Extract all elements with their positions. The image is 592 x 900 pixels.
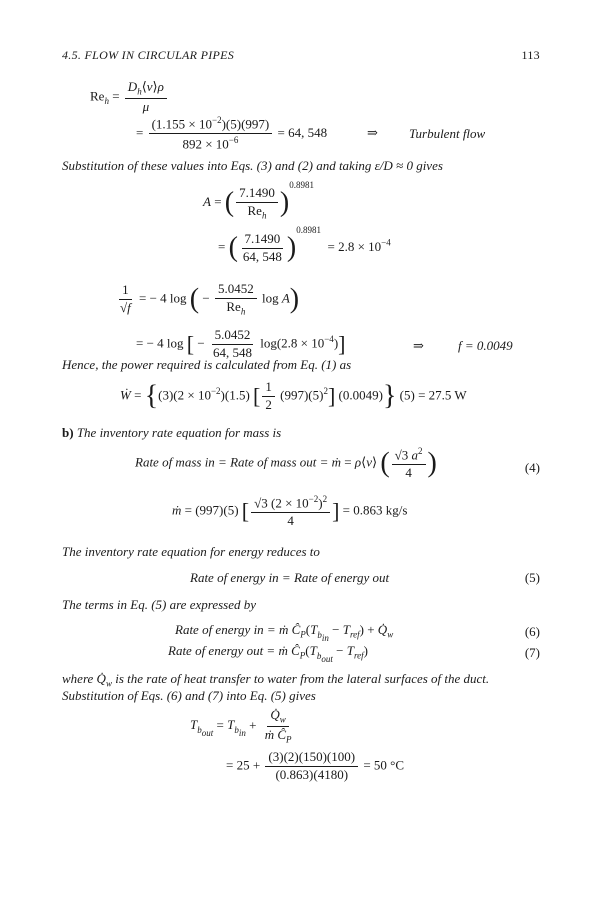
friction-factor-result: f = 0.0049 <box>458 338 513 353</box>
energy-out-equation: Rate of energy out = ṁ $Ĉ_P(T_{b_{out}} - T_{ref})$ <box>168 643 368 664</box>
energy-in-equation: Rate of energy in = ṁ $Ĉ_P(T_{b_{in}} - T_{ref})$ + $Q̇_w$ <box>175 622 394 643</box>
part-b-intro: b) The inventory rate equation for mass is <box>62 425 282 440</box>
where-sentence: where $Q̇_w$ is the rate of heat transfer to water from the lateral surfaces of the duct. <box>62 671 490 689</box>
outlet-temperature-definition: $T_{b_{out}} = T_{b_{in}}$ + $\frac{Q̇_w}{ṁ Ĉ_P}$ <box>190 707 292 745</box>
section-header: 4.5. FLOW IN CIRCULAR PIPES <box>62 48 235 62</box>
energy-reduces-sentence: The inventory rate equation for energy reduces to <box>62 544 320 559</box>
outlet-temperature-calculation: = 25 + $\frac{(3)(2)(150)(100)}{(0.863)(4180)}$ = 50 °C <box>226 749 405 782</box>
eq-number-4: (4) <box>524 460 540 475</box>
turbulent-flow-label: Turbulent flow <box>409 126 486 141</box>
eq-number-5: (5) <box>524 570 540 585</box>
substitution-sentence-2: Substitution of Eqs. (6) and (7) into Eq. (5) gives <box>62 688 316 703</box>
page-number: 113 <box>521 48 540 62</box>
substitution-sentence: Substitution of these values into Eqs. (3) and (2) and taking ε/D ≈ 0 gives <box>62 158 443 173</box>
eq-number-6: (6) <box>524 624 540 639</box>
power-sentence: Hence, the power required is calculated from Eq. (1) as <box>62 357 352 372</box>
reynolds-definition: $Re_h$ = $\frac{D_h⟨v⟩\rho}{\mu}$ <box>90 80 169 115</box>
mass-flow-calculation: ṁ = (997)(5) [ $\frac{√3 (2 \times 10^{-2})^2}{4}$ ] = 0.863 kg/s <box>172 494 408 529</box>
friction-factor-definition: $\frac{1}{√f}$ = − 4 log ( − $\frac{5.0452}{Re_h}$ log A) <box>120 281 300 317</box>
A-calculation: = ( $\frac{7.1490}{64, 548}$ )$^{0.8981} = 2.8 \times 10^{-4}$ <box>218 225 391 264</box>
reynolds-calculation: = $\frac{(1.155 \times 10^{-2})(5)(997)}{892 \times 10^{-6}}$ = 64, 548 <box>136 115 328 152</box>
energy-balance-equation: Rate of energy in = Rate of energy out <box>190 570 390 585</box>
arrow-implies-2: ⇒ <box>413 338 424 353</box>
arrow-implies: ⇒ <box>367 125 378 140</box>
A-definition: A = ( $\frac{7.1490}{Re_h}$ )$^{0.8981}$ <box>203 180 314 221</box>
terms-expressed-sentence: The terms in Eq. (5) are expressed by <box>62 597 256 612</box>
eq-number-7: (7) <box>524 645 540 660</box>
friction-factor-calculation: = − 4 log [ − $\frac{5.0452}{64, 548}$ $\log(2.8 \times 10^{-4})$] <box>136 327 346 360</box>
power-equation: Ẇ = {$(3)(2 \times 10^{-2})(1.5)$ [ $\frac{1}{2}$ $(997)(5)^2$] (0.0049)} (5) = 27.5 W <box>120 379 467 412</box>
mass-balance-equation: Rate of mass in = Rate of mass out = ṁ = ρ⟨v⟩ ( $\frac{√3 a^2}{4}$ ) <box>135 446 437 481</box>
